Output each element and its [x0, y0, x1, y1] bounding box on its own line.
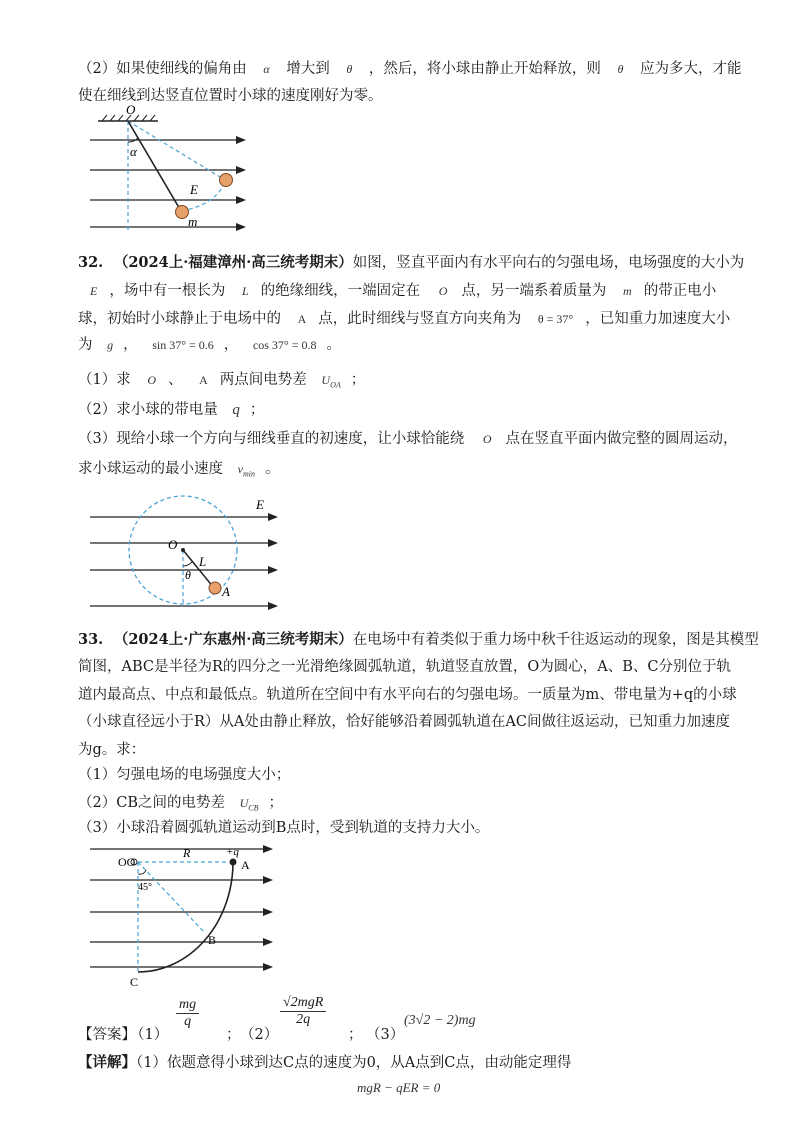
answer-part: （3） [366, 1027, 405, 1043]
question-number: 32. [78, 254, 104, 271]
q32-subq3-line2: 求小球运动的最小速度 $v_{min}$ 。 [78, 461, 280, 479]
fig-label-plusq: +q [226, 846, 239, 858]
q33-line3: 道内最高点、中点和最低点。轨道所在空间中有水平向右的匀强电场。一质量为m、带电量为+q的小球 [78, 687, 737, 703]
symbol-o: O [147, 373, 157, 387]
sin-value: sin 37° = 0.6 [152, 338, 214, 352]
q32-text: 、 [168, 372, 183, 388]
theta-symbol: θ [346, 62, 353, 76]
symbol-q: q [232, 402, 240, 418]
answer-part: （2） [240, 1027, 279, 1043]
q32-text: （1）求 [78, 372, 131, 388]
separator: ； [348, 1027, 363, 1043]
cos-value: cos 37° = 0.8 [252, 338, 317, 352]
q32-text: ，已知重力加速度大小 [585, 311, 731, 327]
symbol-g: g [107, 338, 114, 352]
subscript: min [242, 469, 255, 479]
fig-label-b: B [208, 933, 217, 947]
fig-label-o: O [126, 104, 136, 117]
q32-line4: 为 g ， sin 37° = 0.6 ， cos 37° = 0.8 。 [78, 337, 341, 353]
q31-part2-line2: 使在细线到达竖直位置时小球的速度刚好为零。 [78, 88, 383, 104]
symbol-o: O [482, 432, 492, 446]
subscript: CB [248, 803, 259, 813]
q31-part2-line1 [78, 57, 742, 78]
detail-text: （1）依题意得小球到达C点的速度为0，从A点到C点，由动能定理得 [136, 1055, 572, 1071]
symbol-u: U [239, 796, 249, 810]
fig-label-o: O [168, 537, 178, 552]
detail-label: 【详解】 [78, 1054, 136, 1071]
question-number: 33. [78, 631, 104, 648]
q32-figure [88, 484, 288, 614]
q31-text: ，然后，将小球由静止开始释放，则 [368, 61, 601, 77]
q32-line2 [78, 279, 716, 300]
q32-text: 球，初始时小球静止于电场中的 [78, 311, 281, 327]
symbol-v: v [237, 462, 243, 476]
symbol-a: A [199, 373, 208, 387]
q31-figure [88, 104, 258, 232]
question-source: （2024上·广东惠州·高三统考期末） [113, 631, 353, 648]
fig-label-alpha: α [130, 144, 137, 159]
theta-symbol: θ [617, 62, 624, 76]
q32-text: 如图，竖直平面内有水平向右的匀强电场，电场强度的大小为 [352, 255, 745, 271]
fraction-denominator: q [184, 1014, 192, 1029]
fig-label-oo: OO [118, 855, 136, 869]
q31-text: 增大到 [286, 61, 330, 77]
fig-label-45: 45° [138, 882, 152, 893]
q32-subq2: （2）求小球的带电量 q ； [78, 402, 265, 418]
u-cb [239, 796, 259, 813]
q32-text: 的绝缘细线，一端固定在 [260, 283, 421, 299]
q32-text: （3）现给小球一个方向与细线垂直的初速度，让小球恰能绕 [78, 431, 465, 447]
fig-label-r: R [183, 846, 191, 860]
fig-label-c: C [130, 975, 139, 989]
fraction-numerator: mg [176, 997, 199, 1014]
symbol-o: O [438, 284, 448, 298]
q32-subq1: （1）求 O 、 A 两点间电势差 $U_{OA}$ ； [78, 372, 366, 390]
fig-label-a: A [241, 858, 250, 872]
symbol-m: m [623, 284, 632, 298]
q32-text: 两点间电势差 [219, 372, 307, 388]
q33-line1 [78, 628, 759, 649]
alpha-symbol: α [263, 62, 270, 76]
answer-part: （1） [130, 1027, 169, 1043]
symbol-l: L [241, 284, 249, 298]
fig-label-e: E [190, 182, 198, 197]
answer-label: 【答案】 [78, 1027, 136, 1043]
fraction-numerator: √2mgR [280, 995, 326, 1012]
q32-text: 点，此时细线与竖直方向夹角为 [318, 311, 522, 327]
fig-label-l: L [199, 554, 207, 569]
fig-label-a: A [222, 584, 230, 599]
symbol-a: A [297, 312, 307, 326]
q32-text: 点，另一端系着质量为 [461, 283, 607, 299]
q33-subq3: （3）小球沿着圆弧轨道运动到B点时，受到轨道的支持力大小。 [78, 820, 490, 836]
answer-1-fraction [176, 997, 199, 1030]
answer-2-fraction [280, 995, 326, 1028]
fig-label-theta: θ [185, 568, 191, 582]
q32-line1 [78, 251, 744, 272]
q31-text: （2）如果使细线的偏角由 [78, 61, 247, 77]
q32-text: 求小球运动的最小速度 [78, 461, 223, 477]
q32-text: 的带正电小 [643, 283, 717, 299]
answer-row [78, 995, 598, 1045]
q33-figure [88, 842, 288, 992]
separator: ； [226, 1027, 241, 1043]
q33-subq2: （2）CB之间的电势差 $U_{CB}$ ； [78, 795, 283, 813]
symbol-u: U [321, 373, 331, 387]
q33-text: （2）CB之间的电势差 [78, 795, 225, 811]
q31-text: 应为多大，才能 [640, 61, 742, 77]
q33-text: 在电场中有着类似于重力场中秋千往返运动的现象，图是其模型 [352, 632, 759, 648]
answer-3-value: (3√2 − 2)mg [404, 1013, 476, 1028]
v-min [237, 462, 255, 479]
q32-line3 [78, 307, 730, 328]
u-oa [321, 373, 341, 390]
detail-line [78, 1051, 571, 1072]
q33-line2: 简图，ABC是半径为R的四分之一光滑绝缘圆弧轨道，轨道竖直放置，O为圆心，A、B、C分别位于轨 [78, 659, 732, 675]
fraction-denominator: 2q [296, 1012, 311, 1027]
q33-subq1: （1）匀强电场的电场强度大小； [78, 767, 291, 783]
detail-equation: mgR − qER = 0 [357, 1080, 441, 1095]
fig-label-e: E [256, 497, 264, 512]
q32-text: 点在竖直平面内做完整的圆周运动， [505, 431, 738, 447]
q32-text: ，场中有一根长为 [109, 283, 226, 299]
q33-line5: 为g。求： [78, 742, 146, 758]
question-source: （2024上·福建漳州·高三统考期末） [113, 254, 353, 271]
theta-equation: θ = 37° [537, 312, 574, 326]
q32-text: （2）求小球的带电量 [78, 402, 218, 418]
q32-subq3 [78, 427, 738, 448]
q33-line4: （小球直径远小于R）从A处由静止释放，恰好能够沿着圆弧轨道在AC间做往返运动，已知重力加速度 [78, 714, 730, 730]
fig-label-m: m [188, 214, 198, 229]
symbol-e: E [90, 284, 98, 298]
q32-text: 为 [78, 337, 93, 353]
subscript: OA [330, 380, 341, 390]
